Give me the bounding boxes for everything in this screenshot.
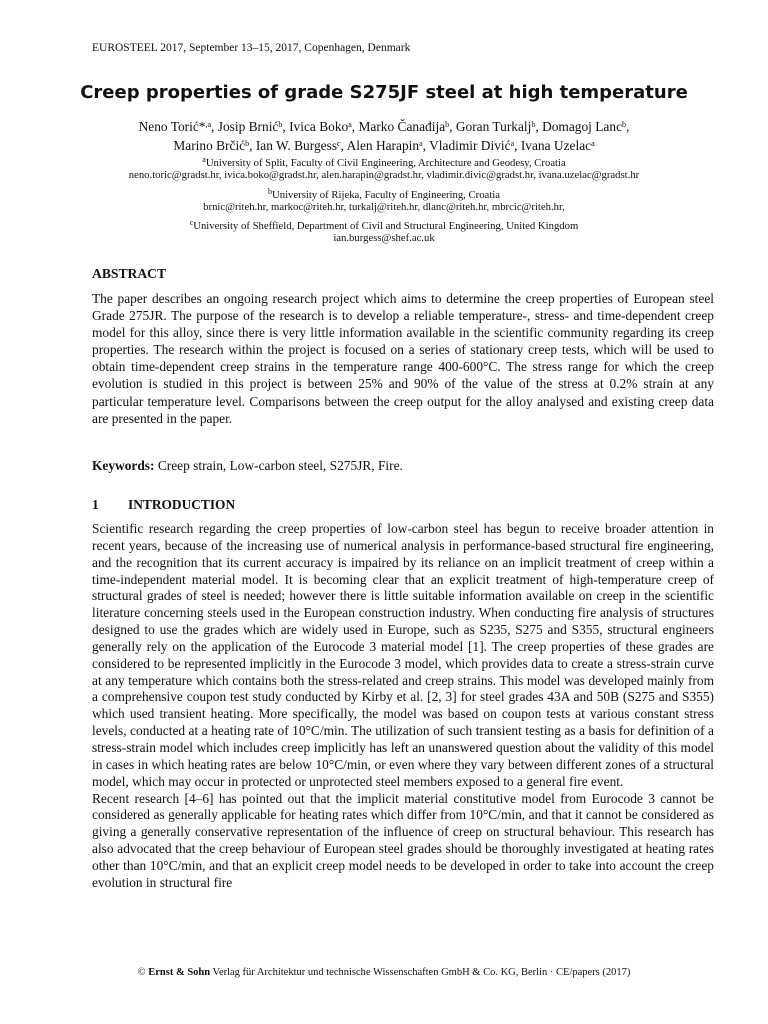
keywords-text: Creep strain, Low-carbon steel, S275JR, Fire. [154,458,403,473]
author-list [92,117,676,155]
author: Marino Brčić$^b$, [173,138,256,153]
author: Alen Harapin$^a$, [346,138,430,153]
introduction-body [92,521,714,892]
introduction-paragraph: Recent research [4–6] has pointed out that the implicit material constitutive model from Eurocode 3 cannot be considered as generally applicable for heating rates which differ from 10°C/min, and that it cannot be considered as giving a generally conservative representation of the influence of creep on structural behaviour. This research has also advocated that the creep behaviour of European steel grades should be thoroughly investigated at heating rates other than 10°C/min, and that an explicit creep model needs to be developed in order to take into account the creep evolution in structural fire [92,790,714,890]
author-line-1 [92,117,676,136]
section-title: INTRODUCTION [128,497,236,512]
author: Neno Torić*$^{,a}$, [138,119,218,134]
affiliation-a [92,155,676,181]
page-footer: © Ernst & Sohn Verlag für Architektur und technische Wissenschaften GmbH & Co. KG, Berlin · CE/papers (2017) [137,967,631,978]
author: Marko Čanađija$^b$, [358,119,456,134]
abstract-heading: ABSTRACT [92,266,167,281]
affiliation-c [92,218,676,244]
affiliation-emails: neno.toric@gradst.hr, ivica.boko@gradst.hr, alen.harapin@gradst.hr, vladimir.divic@gradst.hr, ivana.uzelac@gradst.hr [128,168,640,181]
affiliation-emails: brnic@riteh.hr, markoc@riteh.hr, turkalj@riteh.hr, dlanc@riteh.hr, mbrcic@riteh.hr, [203,200,565,213]
author: Josip Brnić$^b$, [217,119,290,134]
affiliation-institution: $^c$University of Sheffield, Department of Civil and Structural Engineering, United Kingdom [189,218,579,232]
publisher-name: Ernst & Sohn [148,967,211,978]
affiliation-emails: ian.burgess@shef.ac.uk [333,231,435,244]
author-line-2 [92,136,676,155]
paper-title: Creep properties of grade S275JF steel at high temperature [80,82,688,103]
affiliation-b [92,187,676,213]
author: Vladimir Divić$^a$, [429,138,521,153]
affiliation-institution: $^a$University of Split, Faculty of Civil Engineering, Architecture and Geodesy, Croatia [202,155,566,169]
section-number: 1 [92,497,99,512]
section-heading-introduction [92,497,235,513]
affiliation-institution: $^b$University of Rijeka, Faculty of Engineering, Croatia [268,187,500,201]
conference-header: EUROSTEEL 2017, September 13–15, 2017, Copenhagen, Denmark [92,42,411,54]
author: Ian W. Burgess$^c$, [255,138,347,153]
author: Goran Turkalj$^b$, [455,119,543,134]
author: Ivica Boko$^a$, [289,119,359,134]
abstract-text: The paper describes an ongoing research project which aims to determine the creep properties of European steel Grade 275JR. The purpose of the research is to develop a reliable temperature-, stress- and time-dependent creep model for this alloy, since there is very little information available in the scientific community regarding its creep properties. The research within the project is focused on a series of stationary creep tests, which will be used to obtain time-dependent creep strains in the temperature range 400-600°C. The stress range for which the creep evolution is studied in this project is between 25% and 90% of the value of the stress at 0.2% strain at any particular temperature level. Comparisons between the creep output for the alloy analysed and existing creep data are presented in the paper. [92,291,714,426]
introduction-paragraph: Scientific research regarding the creep properties of low-carbon steel has begun to receive broader attention in recent years, because of the increasing use of numerical analysis in performance-based structural fire engineering, and the recognition that its current accuracy is impaired by its reliance on an implicit treatment of creep within a time-independent material model. It is becoming clear that an explicit treatment of high-temperature creep of structural grades of steel is needed; however there is little suitable information available on creep in the scientific literature concerning steels used in the European construction industry. When conducting fire analysis of structures designed to use the grades which are widely used in Europe, such as S235, S275 and S355, structural engineers generally rely on the application of the Eurocode 3 material model [1]. The creep properties of these grades are considered to be represented implicitly in the Eurocode 3 model, which provides data to create a stress-strain curve at any temperature which contains both the stress-related and creep strains. This model was developed mainly from a comprehensive coupon test study conducted by Kirby et al. [2, 3] for steel grades 43A and 50B (S275 and S355) which used transient heating. More specifically, the model was based on coupon tests at various constant stress levels, conducted at a heating rate of 10°C/min. The utilization of such transient testing as a basis for definition of a stress-strain model which includes creep implicitly has left an unanswered question about the validity of this model in cases in which heating rates are below 10°C/min, or even where they vary between different zones of a structural model, which may occur in protected or unprotected steel members exposed to a general fire event. [92,521,714,789]
keywords [92,458,403,474]
author: Ivana Uzelac$^a$ [520,138,595,153]
author: Domagoj Lanc$^b$, [542,119,630,134]
keywords-label: Keywords: [92,458,155,473]
